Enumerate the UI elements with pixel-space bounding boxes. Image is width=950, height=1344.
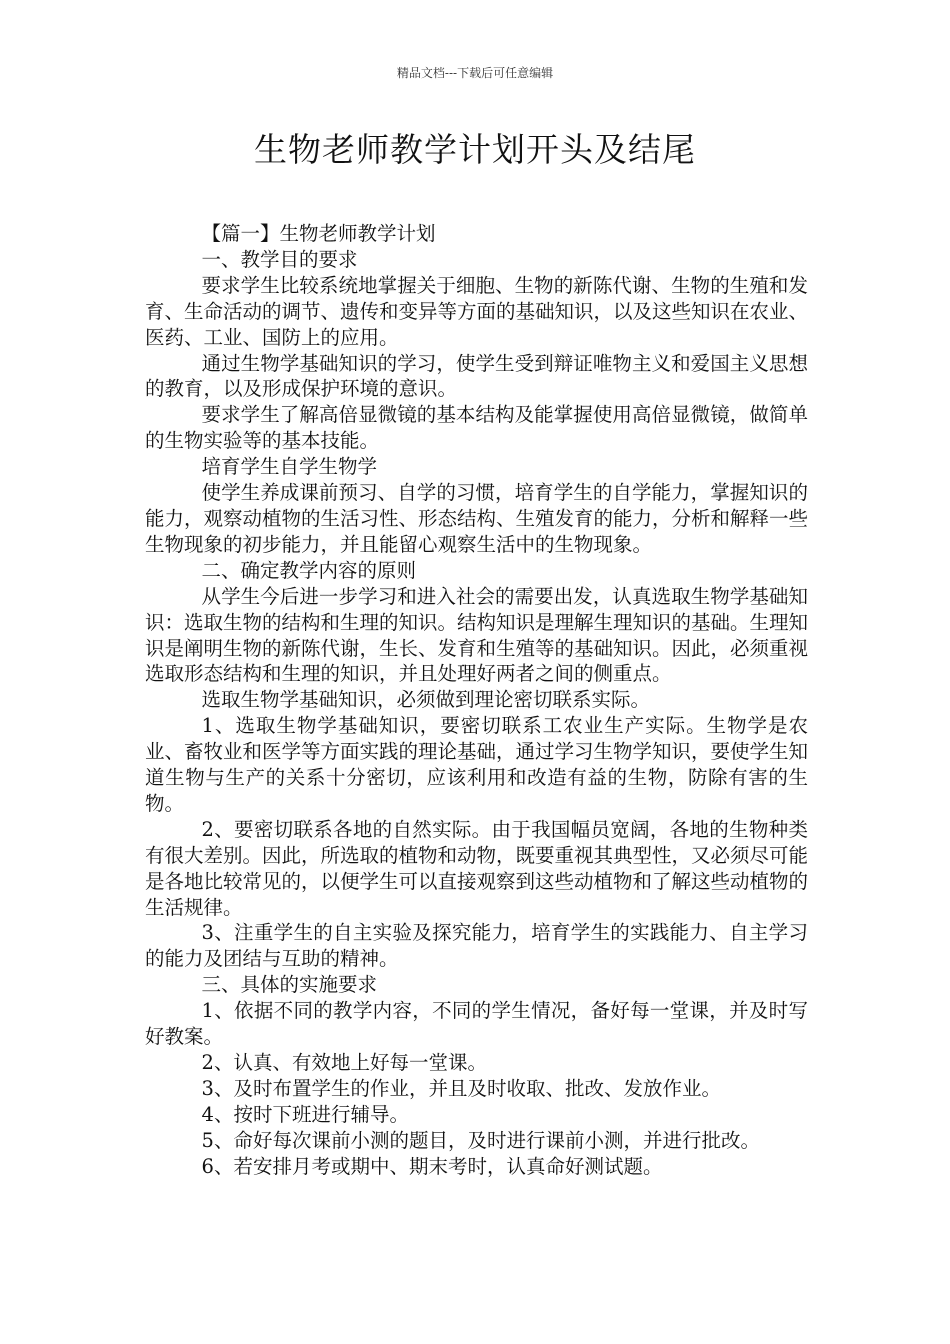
- document-body: [145, 221, 808, 1180]
- paragraph: 要求学生了解高倍显微镜的基本结构及能掌握使用高倍显微镜，做简单的生物实验等的基本技能。: [145, 403, 808, 453]
- list-item: 6、若安排月考或期中、期末考时，认真命好测试题。: [201, 1154, 663, 1178]
- paragraph: 使学生养成课前预习、自学的习惯，培育学生的自学能力，掌握知识的能力，观察动植物的生活习性、形态结构、生殖发育的能力，分析和解释一些生物现象的初步能力，并且能留心观察生活中的生物现象。: [145, 481, 809, 556]
- document-title: 生物老师教学计划开头及结尾: [254, 130, 696, 169]
- header-note: 精品文档---下载后可任意编辑: [396, 66, 554, 80]
- subsection-heading: 二、确定教学内容的原则: [201, 558, 417, 582]
- paragraph: 通过生物学基础知识的学习，使学生受到辩证唯物主义和爱国主义思想的教育，以及形成保护环境的意识。: [145, 351, 808, 401]
- paragraph: 选取生物学基础知识，必须做到理论密切联系实际。: [201, 688, 651, 712]
- paragraph: 要求学生比较系统地掌握关于细胞、生物的新陈代谢、生物的生殖和发育、生命活动的调节、遗传和变异等方面的基础知识，以及这些知识在农业、医药、工业、国防上的应用。: [145, 273, 809, 349]
- paragraph: 从学生今后进一步学习和进入社会的需要出发，认真选取生物学基础知识：选取生物的结构和生理的知识。结构知识是理解生理知识的基础。生理知识是阐明生物的新陈代谢，生长、发育和生殖等的基础知识。因此，必须重视选取形态结构和生理的知识，并且处理好两者之间的侧重点。: [145, 584, 809, 686]
- subsection-heading: 一、教学目的要求: [201, 247, 358, 271]
- list-item: 4、按时下班进行辅导。: [201, 1102, 409, 1126]
- list-item: 3、及时布置学生的作业，并且及时收取、批改、发放作业。: [201, 1076, 721, 1100]
- section-heading: 【篇一】生物老师教学计划: [201, 222, 436, 245]
- list-item: 1、选取生物学基础知识，要密切联系工农业生产实际。生物学是农业、畜牧业和医学等方面实践的理论基础，通过学习生物学知识，要使学生知道生物与生产的关系十分密切，应该利用和改造有益的生物，防除有害的生物。: [145, 714, 809, 815]
- list-item: 2、认真、有效地上好每一堂课。: [201, 1051, 487, 1074]
- list-item: 1、依据不同的教学内容，不同的学生情况，备好每一堂课，并及时写好教案。: [145, 999, 808, 1049]
- list-item: 3、注重学生的自主实验及探究能力，培育学生的实践能力、自主学习的能力及团结与互助的精神。: [145, 921, 808, 971]
- list-item: 5、命好每次课前小测的题目，及时进行课前小测，并进行批改。: [201, 1128, 760, 1152]
- list-item: 2、要密切联系各地的自然实际。由于我国幅员宽阔，各地的生物种类有很大差别。因此，所选取的植物和动物，既要重视其典型性，又必须尽可能是各地比较常见的，以便学生可以直接观察到这些动植物和了解这些动植物的生活规律。: [145, 817, 809, 919]
- paragraph: 培育学生自学生物学: [201, 455, 378, 479]
- subsection-heading: 三、具体的实施要求: [201, 973, 378, 997]
